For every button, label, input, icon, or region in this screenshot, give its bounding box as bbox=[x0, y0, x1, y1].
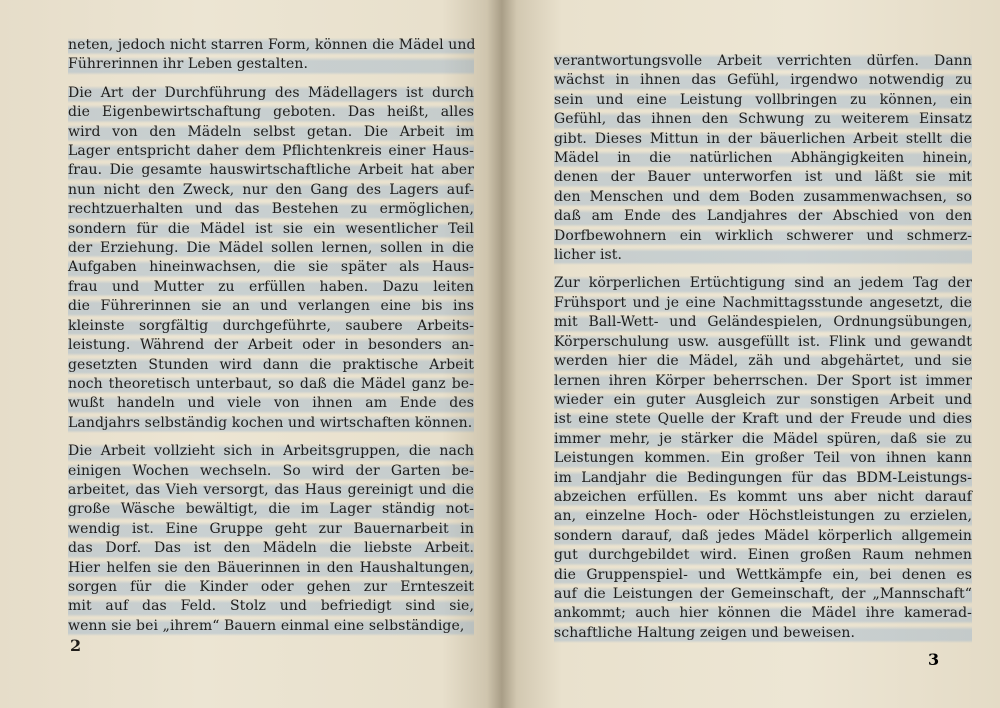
text-line: Gefühl, das ihnen den Schwung zu weiterem Einsatz bbox=[554, 110, 972, 129]
text-line: Leistungen kommen. Ein großer Teil von ihnen kann bbox=[554, 449, 972, 468]
paragraph bbox=[68, 442, 474, 636]
text-line: Hier helfen sie den Bäuerinnen in den Haushaltungen, bbox=[68, 559, 474, 578]
text-line: wußt handeln und viele von ihnen am Ende des bbox=[68, 394, 474, 413]
text-line: mit Ball-Wett- und Geländespielen, Ordnungsübungen, bbox=[554, 313, 972, 332]
text-line: wendig ist. Eine Gruppe geht zur Bauernarbeit in bbox=[68, 520, 474, 539]
text-line: lernen ihren Körper beherrschen. Der Sport ist immer bbox=[554, 372, 972, 391]
text-line: Lager entspricht daher dem Pflichtenkreis einer Haus- bbox=[68, 142, 474, 161]
left-page-number: 2 bbox=[70, 636, 82, 655]
text-line: große Wäsche bewältigt, die im Lager ständig not- bbox=[68, 500, 474, 519]
text-line: Mädel in die natürlichen Abhängigkeiten hinein, bbox=[554, 149, 972, 168]
text-line: verantwortungsvolle Arbeit verrichten dürfen. Dann bbox=[554, 52, 972, 71]
text-line: neten, jedoch nicht starren Form, können die Mädel und bbox=[68, 36, 474, 55]
text-line: sein und eine Leistung vollbringen zu können, ein bbox=[554, 91, 972, 110]
paragraph bbox=[554, 274, 972, 643]
text-line: sondern für die Mädel ist sie ein wesentlicher Teil bbox=[68, 220, 474, 239]
text-line: auf die Leistungen der Gemeinschaft, der „Mannschaft“ bbox=[554, 585, 972, 604]
text-line: licher ist. bbox=[554, 246, 972, 265]
text-line: noch theoretisch unterbaut, so daß die Mädel ganz be- bbox=[68, 375, 474, 394]
text-line: ist eine stete Quelle der Kraft und der Freude und dies bbox=[554, 410, 972, 429]
text-line: Die Art der Durchführung des Mädellagers ist durch bbox=[68, 84, 474, 103]
text-line: wenn sie bei „ihrem“ Bauern einmal eine selbständige, bbox=[68, 617, 474, 636]
text-line: arbeitet, das Vieh versorgt, das Haus gereinigt und die bbox=[68, 481, 474, 500]
text-line: Frühsport und je eine Nachmittagsstunde angesetzt, die bbox=[554, 294, 972, 313]
text-line: Körperschulung usw. ausgefüllt ist. Flink und gewandt bbox=[554, 333, 972, 352]
text-line: schaftliche Haltung zeigen und beweisen. bbox=[554, 624, 972, 643]
text-line: Zur körperlichen Ertüchtigung sind an jedem Tag der bbox=[554, 274, 972, 293]
text-line: die Führerinnen sie an und verlangen eine bis ins bbox=[68, 297, 474, 316]
paragraph bbox=[554, 52, 972, 265]
text-line: Landjahrs selbständig kochen und wirtschaften können. bbox=[68, 414, 474, 433]
text-line: werden hier die Mädel, zäh und abgehärtet, und sie bbox=[554, 352, 972, 371]
text-line: kleinste sorgfältig durchgeführte, saubere Arbeits- bbox=[68, 317, 474, 336]
text-line: wird von den Mädeln selbst getan. Die Arbeit im bbox=[68, 123, 474, 142]
text-line: der Erziehung. Die Mädel sollen lernen, sollen in die bbox=[68, 239, 474, 258]
text-line: leistung. Während der Arbeit oder in besonders an- bbox=[68, 336, 474, 355]
right-page-text bbox=[554, 52, 972, 643]
text-line: im Landjahr die Bedingungen für das BDM-Leistungs- bbox=[554, 469, 972, 488]
right-page bbox=[502, 0, 1000, 708]
paragraph bbox=[68, 36, 474, 75]
text-line: daß am Ende des Landjahres der Abschied von den bbox=[554, 207, 972, 226]
text-line: an, einzelne Hoch- oder Höchstleistungen zu erzielen, bbox=[554, 507, 972, 526]
text-line: sondern darauf, daß jedes Mädel körperlich allgemein bbox=[554, 527, 972, 546]
text-line: mit auf das Feld. Stolz und befriedigt sind sie, bbox=[68, 597, 474, 616]
paragraph bbox=[68, 84, 474, 433]
text-line: den Menschen und dem Boden zusammenwachsen, so bbox=[554, 188, 972, 207]
right-page-number: 3 bbox=[928, 650, 940, 669]
text-line: die Eigenbewirtschaftung geboten. Das heißt, alles bbox=[68, 103, 474, 122]
text-line: sorgen für die Kinder oder gehen zur Ernteszeit bbox=[68, 578, 474, 597]
text-line: abzeichen erfüllen. Es kommt uns aber nicht darauf bbox=[554, 488, 972, 507]
text-line: denen der Bauer unterworfen ist und läßt sie mit bbox=[554, 168, 972, 187]
text-line: gibt. Dieses Mittun in der bäuerlichen Arbeit stellt die bbox=[554, 130, 972, 149]
left-page-text bbox=[68, 36, 474, 636]
text-line: Die Arbeit vollzieht sich in Arbeitsgruppen, die nach bbox=[68, 442, 474, 461]
text-line: Aufgaben hineinwachsen, die sie später als Haus- bbox=[68, 258, 474, 277]
text-line: frau. Die gesamte hauswirtschaftliche Arbeit hat aber bbox=[68, 161, 474, 180]
text-line: gut durchgebildet wird. Einen großen Raum nehmen bbox=[554, 546, 972, 565]
text-line: frau und Mutter zu erfüllen haben. Dazu leiten bbox=[68, 278, 474, 297]
text-line: Dorfbewohnern ein wirklich schwerer und schmerz- bbox=[554, 227, 972, 246]
text-line: rechtzuerhalten und das Bestehen zu ermöglichen, bbox=[68, 200, 474, 219]
text-line: ankommt; auch hier können die Mädel ihre kamerad- bbox=[554, 604, 972, 623]
text-line: gesetzten Stunden wird dann die praktische Arbeit bbox=[68, 356, 474, 375]
text-line: die Gruppenspiel- und Wettkämpfe ein, bei denen es bbox=[554, 566, 972, 585]
text-line: wieder ein guter Ausgleich zur sonstigen Arbeit und bbox=[554, 391, 972, 410]
text-line: Führerinnen ihr Leben gestalten. bbox=[68, 55, 474, 74]
text-line: das Dorf. Das ist den Mädeln die liebste Arbeit. bbox=[68, 539, 474, 558]
text-line: nun nicht den Zweck, nur den Gang des Lagers auf- bbox=[68, 181, 474, 200]
text-line: einigen Wochen wechseln. So wird der Garten be- bbox=[68, 462, 474, 481]
text-line: immer mehr, je stärker die Mädel spüren, daß sie zu bbox=[554, 430, 972, 449]
text-line: wächst in ihnen das Gefühl, irgendwo notwendig zu bbox=[554, 71, 972, 90]
